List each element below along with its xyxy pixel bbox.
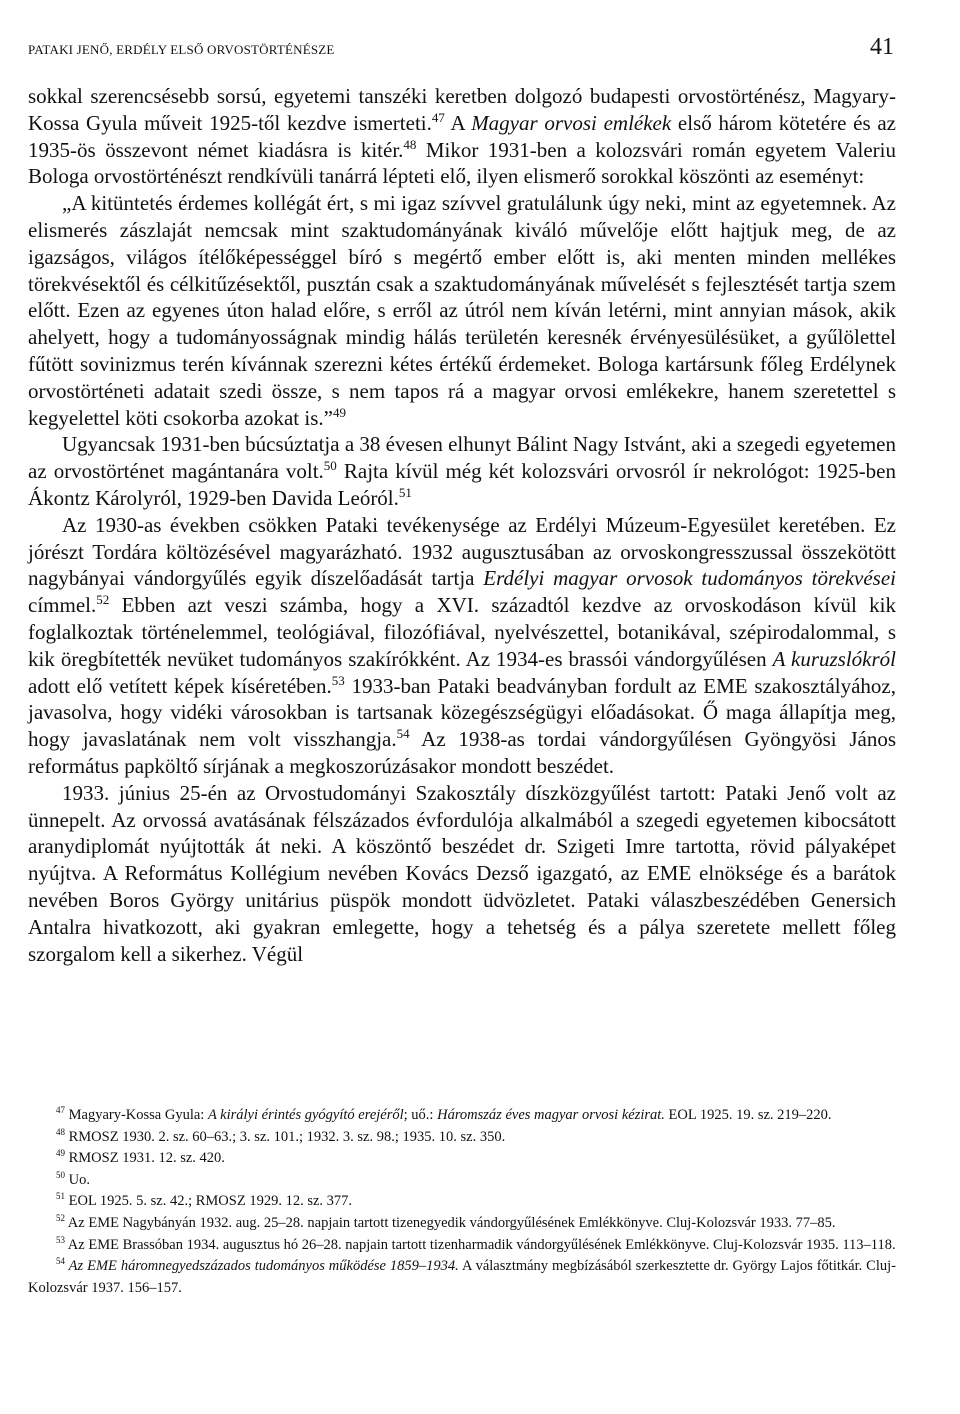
text-run: adott elő vetített képek kíséretében. (28, 673, 332, 698)
footnote-52 (28, 1213, 896, 1235)
footnote-italic: Az EME háromnegyedszázados tudományos működése 1859–1934. (64, 1258, 459, 1275)
text-run: Mikor 1931-ben a kolozsvári román egyetem Valeriu Bologa orvostörténészt rendkívüli tanárrá lépteti elő, ilyen elismerő sorokkal köszönti az eseményt: (28, 137, 896, 189)
footnote-54 (28, 1256, 896, 1299)
footnote-number: 48 (56, 1126, 65, 1137)
footnote-text: ; uő.: (403, 1107, 438, 1123)
footnote-ref-51: 51 (398, 484, 412, 500)
footnote-48 (28, 1127, 896, 1149)
italic-title: A kuruzslókról (772, 646, 896, 671)
footnote-ref-54: 54 (396, 726, 410, 742)
footnote-number: 54 (56, 1256, 65, 1267)
footnote-text: Uo. (64, 1171, 90, 1188)
paragraph-1933 (28, 780, 896, 968)
footnote-49 (28, 1148, 896, 1170)
footnote-italic: A királyi érintés gyógyító erejéről (207, 1107, 404, 1123)
italic-title: Erdélyi magyar orvosok tudományos törekvései (483, 566, 896, 591)
text-run: Ugyancsak 1931-ben búcsúztatja a 38 évesen elhunyt Bálint Nagy Istvánt, aki a szegedi egyetemen az orvostörténet magántanára volt. (28, 432, 896, 484)
paragraph-quote (28, 190, 896, 431)
italic-title: Magyar orvosi emlékek (471, 110, 672, 135)
footnote-text: RMOSZ 1930. 2. sz. 60–63.; 3. sz. 101.; 1932. 3. sz. 98.; 1935. 10. sz. 350. (64, 1128, 506, 1145)
paragraph-1930s (28, 512, 896, 780)
text-run: Rajta kívül még két kolozsvári orvosról ír nekrológot: 1925-ben Ákontz Károlyról, 1929-ben Davida Leóról. (28, 459, 896, 510)
text-run: sokkal szerencsésebb sorsú, egyetemi tanszéki keretben dolgozó budapesti orvostörténész, Magyary-Kossa Gyula műveit 1925-től kezdve ismerteti. (28, 84, 896, 135)
main-text (28, 83, 896, 967)
text-run: 1933-ban Pataki beadványban fordult az EME szakosztályához, javasolva, hogy vidéki városokban is tartsanak közegészségügyi előadásokat. Ő maga állapítja meg, hogy javaslatának nem volt visszhangja. (28, 673, 897, 752)
footnote-text: Az EME Brassóban 1934. augusztus hó 26–28. napjain tartott tizenharmadik vándorgyűlésének Emlékkönyve. Cluj-Kolozsvár 1935. 113–118. (64, 1236, 896, 1253)
text-run: Az 1930-as években csökken Pataki tevékenysége az Erdélyi Múzeum-Egyesület keretében. Ez jórészt Tordára költözésével magyarázható. 1932 augusztusában az orvoskongresszussal összekötött nagybányai vándorgyűlés egyik díszelőadását tartja (28, 512, 896, 591)
text-run: A (444, 110, 472, 135)
footnote-ref-49: 49 (332, 404, 346, 420)
footnotes (28, 1105, 896, 1299)
running-head: PATAKI JENŐ, ERDÉLY ELSŐ ORVOSTÖRTÉNÉSZE (28, 42, 335, 57)
text-run: címmel. (28, 593, 97, 618)
text-run: 1933. június 25-én az Orvostudományi Szakosztály díszközgyűlést tartott: Pataki Jenő volt az ünnepelt. Az orvossá avatásának félszázados évfordulója alkalmából a szegedi egyetemen kibocsátott aranydiplomát nyújtották át neki. A köszöntő beszédet dr. Szigeti Imre tartotta, rövid pályaképet nyújtva. A Református Kollégium nevében Kovács Dezső igazgató, az EME elnöksége és a barátok nevében Boros György unitárius püspök mondott üdvözletet. Pataki válaszbeszédében Genersich Antalra hivatkozott, aki gyakran emlegette, hogy a tehetség és a pálya szeretete mellett főleg szorgalom kell a sikerhez. Végül (28, 780, 896, 966)
footnote-number: 50 (56, 1169, 65, 1180)
footnote-ref-47: 47 (431, 109, 445, 125)
footnote-51 (28, 1191, 896, 1213)
footnote-number: 51 (56, 1191, 65, 1202)
footnote-50 (28, 1170, 896, 1192)
footnote-ref-50: 50 (323, 458, 337, 474)
footnote-ref-48: 48 (403, 136, 417, 152)
footnote-53 (28, 1235, 896, 1257)
footnote-ref-53: 53 (331, 672, 345, 688)
page-number: 41 (870, 34, 894, 60)
footnote-number: 53 (56, 1234, 65, 1245)
text-run: Ebben azt veszi számba, hogy a XVI. századtól kezdve az orvoskodáson kívül kik foglalkoztak történelemmel, teológiával, filozófiával, nyelvészettel, botanikával, szépirodalommal, s kik öregbítették nevüket tudományos szakírókként. Az 1934-es brassói vándorgyűlésen (28, 593, 896, 671)
footnote-text: EOL 1925. 5. sz. 42.; RMOSZ 1929. 12. sz. 377. (64, 1193, 353, 1210)
paragraph-intro (28, 83, 896, 190)
quote-text: „A kitüntetés érdemes kollégát ért, s mi igaz szívvel gratulálunk úgy neki, mint az egyetemnek. Az elismerés zászlaját nemcsak mint szaktudományának kiváló művelője előtt hajtjuk meg, de az igazságos, világos ítélőképességgel bíró s megértő ember előtt is, aki menten minden mellékes törekvésektől és célkitűzésektől, pusztán csak a szaktudományának művelését s fejlesztését tartja szem előtt. Ezen az egyenes úton halad előre, s erről az útról nem kíván letérni, mint annyian mások, akik ahelyett, hogy a tudományosságnak mindig hálás területén keresnék érvényesülésüket, a gyűlölettel fűtött sovinizmus terén kívánnak szerezni kétes értékű érdemeket. Bologa kartársunk főleg Erdélynek orvostörténeti adatait szedi össze, s nem tapos rá a magyar orvosi emlékekre, hanem szeretettel s kegyelettel köti csokorba azokat is.” (28, 191, 896, 430)
footnote-text: Az EME Nagybányán 1932. aug. 25–28. napjain tartott tizenegyedik vándorgyűlésének Emlékkönyve. Cluj-Kolozsvár 1933. 77–85. (64, 1214, 836, 1231)
footnote-47 (28, 1105, 896, 1127)
footnote-text: A választmány megbízásából szerkesztette dr. György Lajos főtitkár. Cluj-Kolozsvár 1937. 156–157. (28, 1258, 896, 1296)
paragraph-obituaries (28, 431, 896, 511)
text-run: Az 1938-as tordai vándorgyűlésen Gyöngyösi János református papköltő sírjának a megkoszorúzásakor mondott beszédet. (28, 727, 896, 778)
footnote-number: 47 (56, 1105, 65, 1116)
footnote-text: RMOSZ 1931. 12. sz. 420. (64, 1150, 225, 1167)
footnote-number: 49 (56, 1148, 65, 1159)
footnote-italic: Háromszáz éves magyar orvosi kézirat. (437, 1107, 665, 1123)
page-header (28, 34, 898, 64)
footnote-text: EOL 1925. 19. sz. 219–220. (664, 1107, 832, 1123)
footnote-number: 52 (56, 1213, 65, 1224)
text-run: első három kötetére és az 1935-ös összevont német kiadásra is kitér. (28, 110, 896, 162)
footnote-text: Magyary-Kossa Gyula: (64, 1107, 208, 1123)
footnote-ref-52: 52 (96, 592, 110, 608)
